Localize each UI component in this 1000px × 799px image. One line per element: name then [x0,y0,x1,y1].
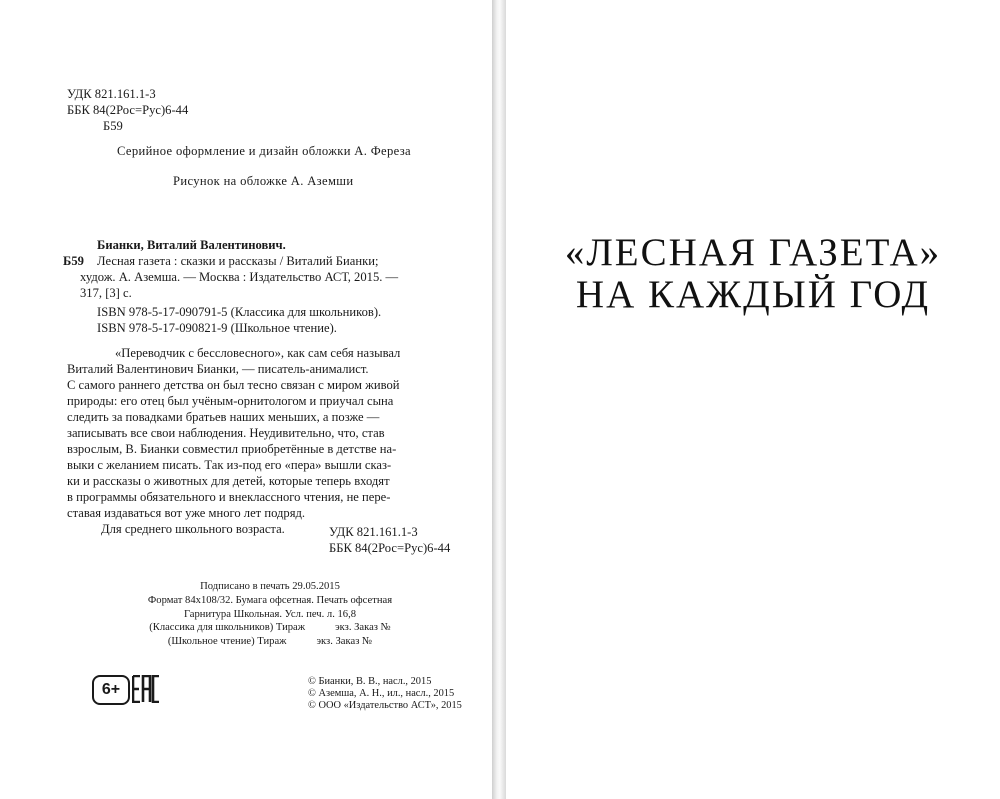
order-label: экз. Заказ № [335,622,391,634]
annotation-line: природы: его отец был учёным-орнитологом и приучал сына [67,394,394,408]
age-rating-badge: 6+ [92,675,130,705]
annotation-line: ки и рассказы о животных для детей, которые теперь входят [67,474,390,488]
author-sign: Б59 [103,119,123,133]
bbk-code: ББК 84(2Рос=Рус)6-44 [329,541,451,555]
copyright-line: © Бианки, В. В., насл., 2015 [308,676,432,687]
bib-author: Бианки, Виталий Валентинович. [97,238,286,252]
title-line: «ЛЕСНАЯ ГАЗЕТА» [564,231,942,274]
annotation-line: ставая издаваться вот уже много лет подряд. [67,506,306,520]
annotation-line: в программы обязательного и внеклассного чтения, не пере- [67,490,391,504]
copyright-line: © ООО «Издательство АСТ», 2015 [308,699,462,711]
annotation [67,345,457,537]
order-label: экз. Заказ № [316,636,373,648]
bbk-code: ББК 84(2Рос=Рус)6-44 [67,103,189,117]
annotation-line: следить за повадками братьев наших меньших, а позже — [67,410,380,424]
bib-author-sign: Б59 [63,254,84,268]
imprint [90,580,450,649]
udk-code: УДК 821.161.1-3 [67,87,156,101]
classification-codes-bottom [329,524,450,556]
annotation-line: записывать все свои наблюдения. Неудивительно, что, став [67,426,385,440]
bibliographic-record [63,237,398,301]
design-credit: Серийное оформление и дизайн обложки А. Фереза [117,144,411,158]
imprint-format: Формат 84x108/32. Бумага офсетная. Печать офсетная [147,594,393,606]
copyright-block [308,676,462,711]
isbn-block [97,304,381,336]
audience-line: Для среднего школьного возраста. [101,522,285,536]
right-page [506,0,1000,799]
annotation-line: выки с желанием писать. Так из-под его «пера» вышли сказ- [67,458,392,472]
annotation-line: «Переводчик с бессловесного», как сам себя называл [115,346,401,360]
classification-codes [67,86,188,134]
bib-line: 317, [3] с. [80,286,132,300]
imprint-signed: Подписано в печать 29.05.2015 [200,581,340,592]
bib-body [97,237,398,269]
title-line: НА КАЖДЫЙ ГОД [575,273,931,316]
imprint-typeface: Гарнитура Школьная. Усл. печ. л. 16,8 [183,608,357,620]
imprint-print-run [90,635,450,649]
imprint-print-run [90,621,450,635]
print-run-label: (Классика для школьников) Тираж [149,622,306,634]
bib-line: Лесная газета : сказки и рассказы / Виталий Бианки; [97,254,379,268]
isbn-line: ISBN 978-5-17-090791-5 (Классика для школьников). [97,305,382,319]
bib-line: худож. А. Аземша. — Москва : Издательство АСТ, 2015. — [80,270,399,284]
copyright-line: © Аземша, А. Н., ил., насл., 2015 [308,687,455,699]
book-gutter [492,0,506,799]
cover-credit: Рисунок на обложке А. Аземши [173,174,354,188]
book-title [506,232,1000,316]
print-run-label: (Школьное чтение) Тираж [167,636,287,648]
isbn-line: ISBN 978-5-17-090821-9 (Школьное чтение). [97,321,337,335]
annotation-line: взрослым, В. Бианки совместил приобретённые в детстве на- [67,442,397,456]
udk-code: УДК 821.161.1-3 [329,525,418,539]
annotation-line: Виталий Валентинович Бианки, — писатель-анималист. [67,362,369,376]
annotation-line: С самого раннего детства он был тесно связан с миром живой [67,378,400,392]
eac-mark-icon [132,675,160,708]
